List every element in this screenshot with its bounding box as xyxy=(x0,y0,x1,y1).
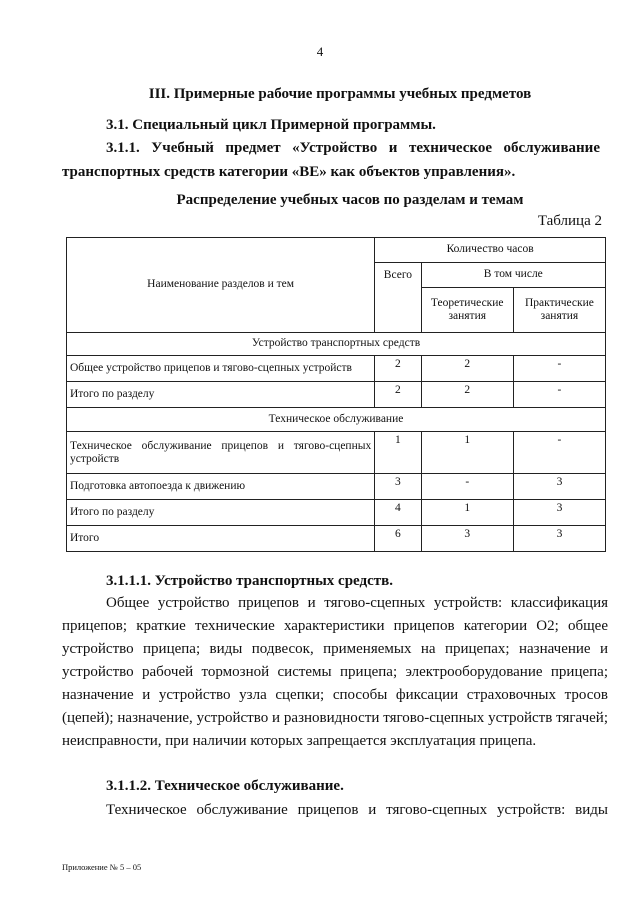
table-row xyxy=(67,526,606,552)
row-practice: - xyxy=(513,382,605,408)
row-name: Техническое обслуживание прицепов и тягово-сцепных устройств xyxy=(67,432,375,474)
subsection-3-1-1-title-line1: 3.1.1. Учебный предмет «Устройство и техническое обслуживание xyxy=(106,140,600,156)
table-row xyxy=(67,500,606,526)
subsection-3-1-1-2-title: 3.1.1.2. Техническое обслуживание. xyxy=(106,778,344,794)
row-practice: 3 xyxy=(513,526,605,552)
row-practice: - xyxy=(513,356,605,382)
row-theory: 3 xyxy=(421,526,513,552)
table-row xyxy=(67,432,606,474)
page-number: 4 xyxy=(316,44,324,59)
hours-table xyxy=(66,237,606,552)
row-total: 6 xyxy=(375,526,421,552)
paragraph-3-1-1-2: Техническое обслуживание прицепов и тягово-сцепных устройств: виды xyxy=(106,802,608,818)
row-name: Итого по разделу xyxy=(67,500,375,526)
subsection-3-1-1-title-line2: транспортных средств категории «ВЕ» как объектов управления». xyxy=(62,164,516,180)
table-row xyxy=(67,382,606,408)
row-total: 1 xyxy=(375,432,421,474)
row-name: Подготовка автопоезда к движению xyxy=(67,474,375,500)
row-theory: - xyxy=(421,474,513,500)
section-row xyxy=(67,333,606,356)
section-title-cell: Техническое обслуживание xyxy=(67,408,606,432)
table-label: Таблица 2 xyxy=(537,213,602,229)
row-theory: 1 xyxy=(421,432,513,474)
row-name: Общее устройство прицепов и тягово-сцепных устройств xyxy=(67,356,375,382)
row-name: Итого xyxy=(67,526,375,552)
distribution-title: Распределение учебных часов по разделам и темам xyxy=(176,192,524,208)
row-theory: 1 xyxy=(421,500,513,526)
header-total: Всего xyxy=(375,263,421,333)
row-total: 2 xyxy=(375,356,421,382)
header-name: Наименование разделов и тем xyxy=(67,238,375,333)
subsection-3-1-title: 3.1. Специальный цикл Примерной программы. xyxy=(106,117,436,133)
section-title: III. Примерные рабочие программы учебных предметов xyxy=(148,86,532,102)
section-title-cell: Устройство транспортных средств xyxy=(67,333,606,356)
row-practice: - xyxy=(513,432,605,474)
row-practice: 3 xyxy=(513,500,605,526)
header-theory: Теоретические занятия xyxy=(421,288,513,333)
table-row xyxy=(67,474,606,500)
row-total: 3 xyxy=(375,474,421,500)
row-theory: 2 xyxy=(421,382,513,408)
subsection-3-1-1-1-title: 3.1.1.1. Устройство транспортных средств. xyxy=(106,573,393,589)
footer-note: Приложение № 5 – 05 xyxy=(62,862,142,872)
row-total: 4 xyxy=(375,500,421,526)
paragraph-3-1-1-1: Общее устройство прицепов и тягово-сцепных устройств: классификация прицепов; краткие технические характеристики прицепов категории О2; общее устройство прицепа; виды подвесок, применяемых на прицепах; назначение и устройство рабочей тормозной системы прицепа; электрооборудование прицепа; назначение и устройство узла сцепки; способы фиксации страховочных тросов (цепей); назначение, устройство и разновидности тягово-сцепных устройств тягачей; неисправности, при наличии которых запрещается эксплуатация прицепа. xyxy=(62,595,608,749)
row-practice: 3 xyxy=(513,474,605,500)
header-practice: Практические занятия xyxy=(513,288,605,333)
row-total: 2 xyxy=(375,382,421,408)
table-header-row xyxy=(67,238,606,263)
header-hours: Количество часов xyxy=(375,238,606,263)
row-theory: 2 xyxy=(421,356,513,382)
header-including: В том числе xyxy=(421,263,605,288)
row-name: Итого по разделу xyxy=(67,382,375,408)
table-row xyxy=(67,356,606,382)
section-row xyxy=(67,408,606,432)
